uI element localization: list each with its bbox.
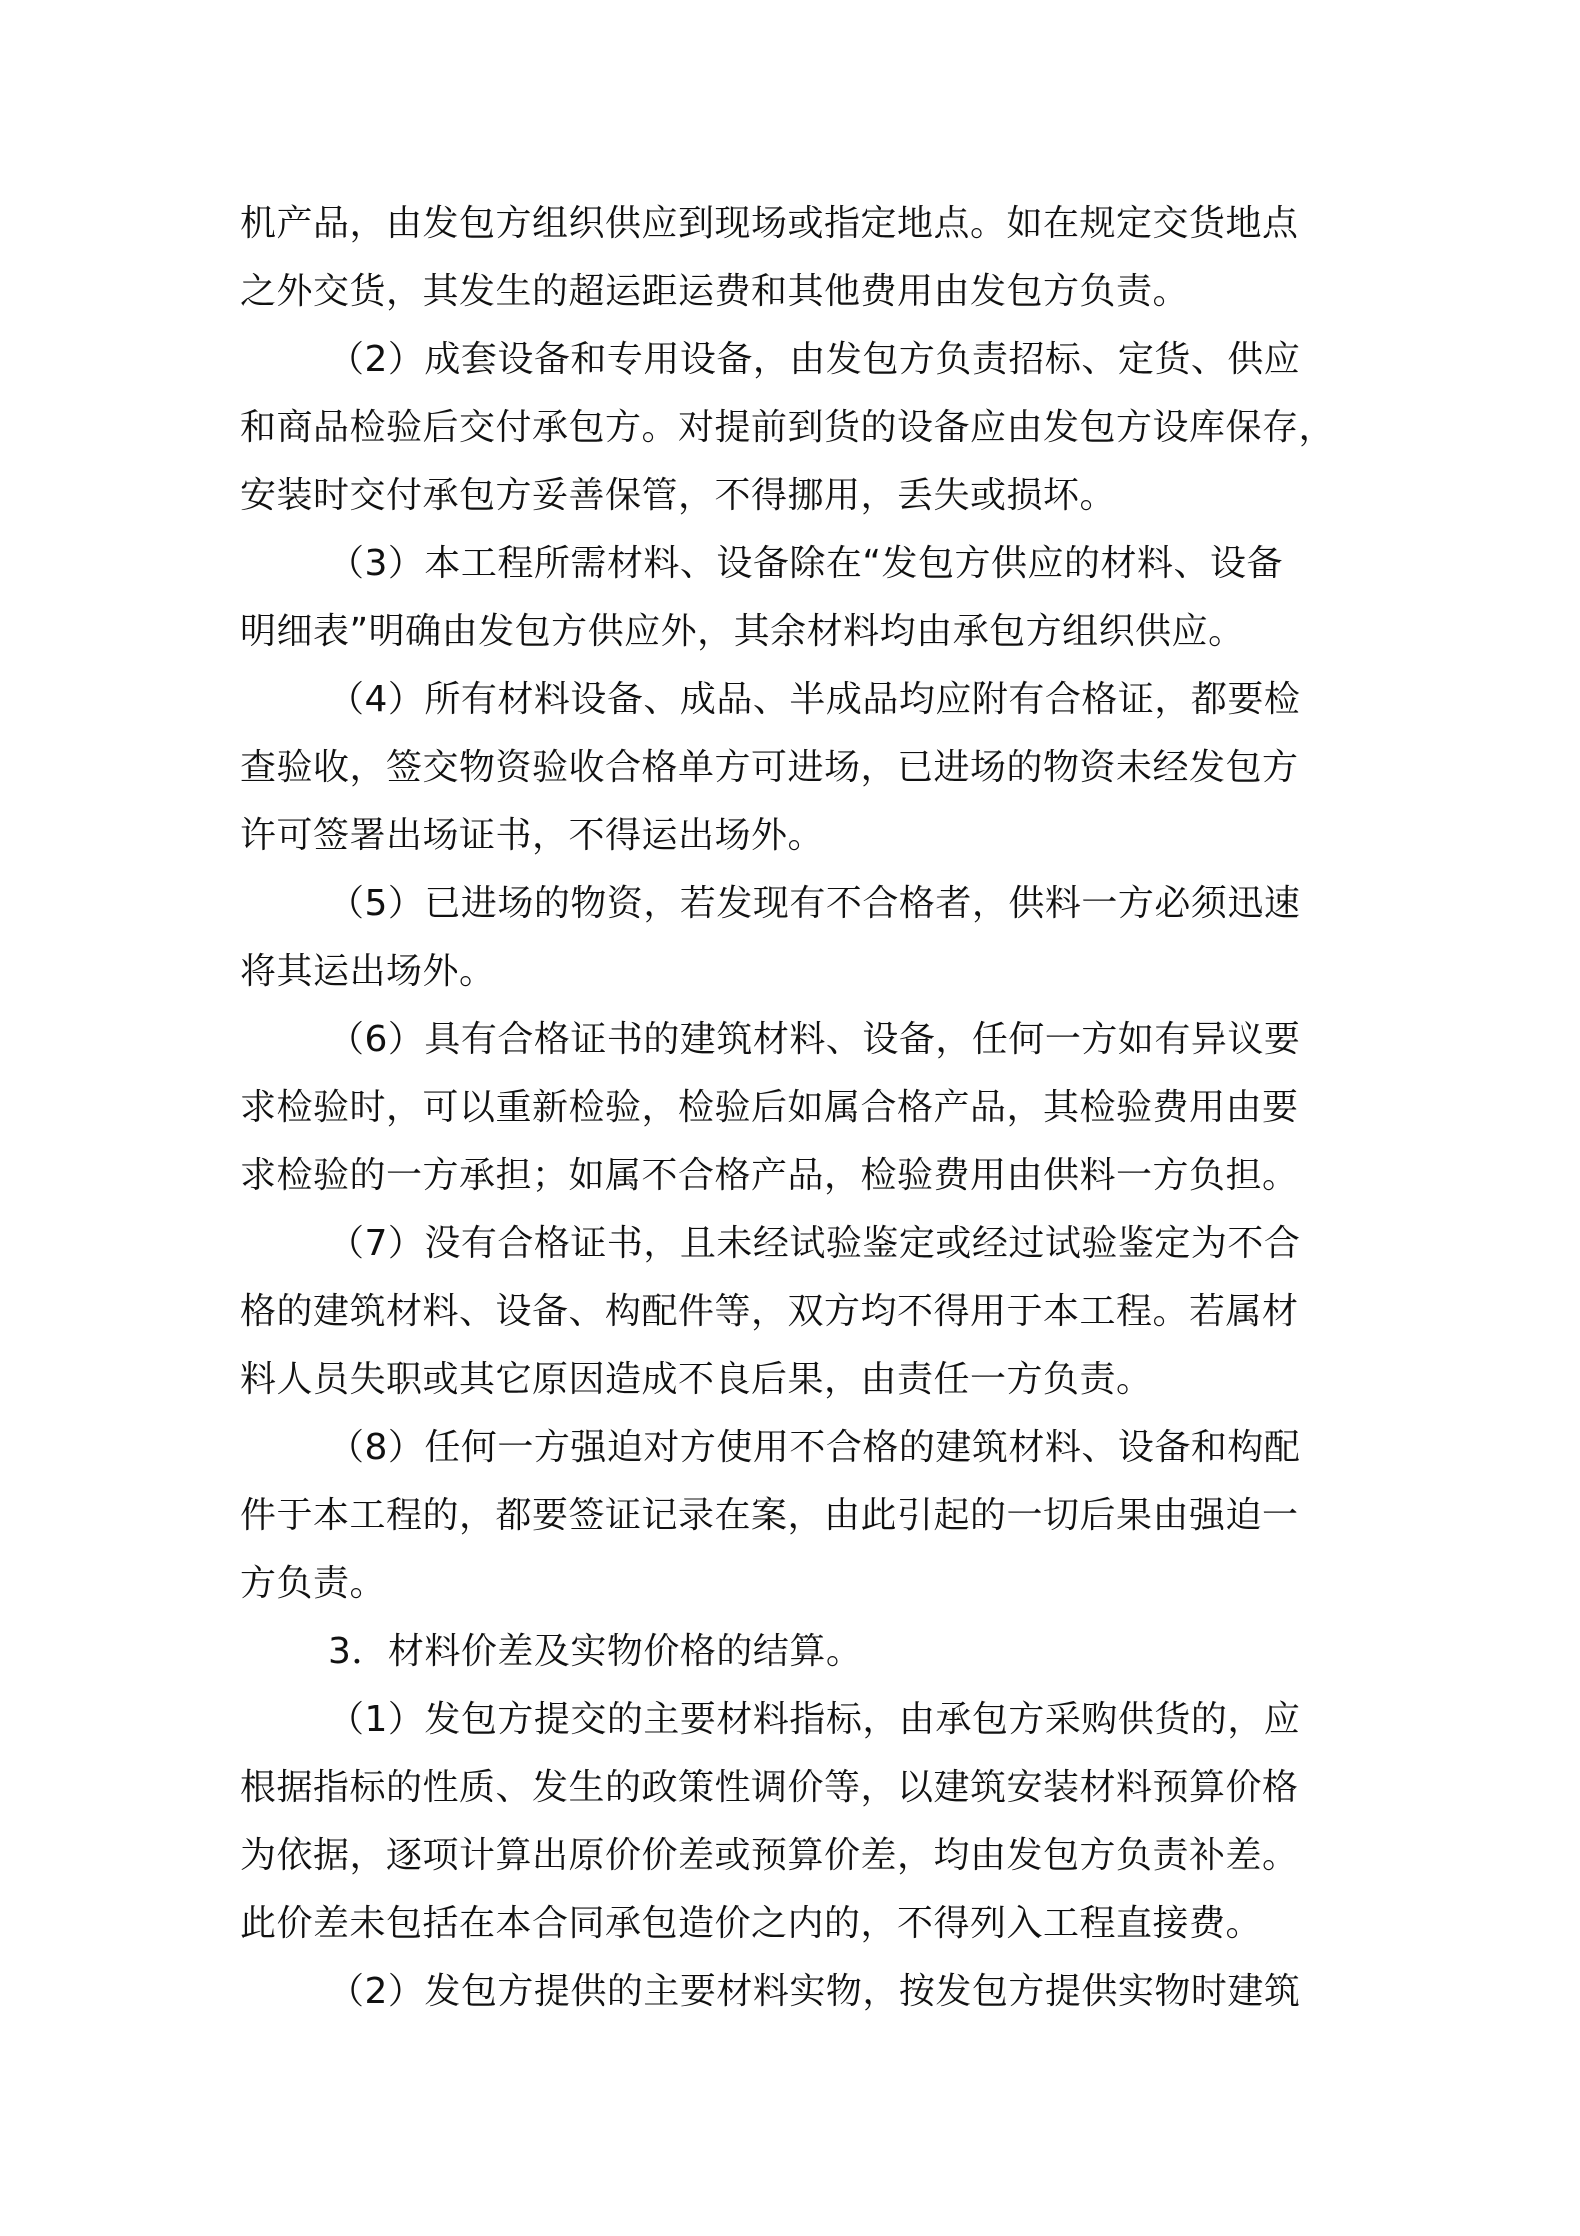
text-line: （4）所有材料设备、成品、半成品均应附有合格证，都要检 <box>328 679 1301 720</box>
text-line: 和商品检验后交付承包方。对提前到货的设备应由发包方设库保存， <box>240 407 1336 448</box>
text-line: 许可签署出场证书，不得运出场外。 <box>240 815 825 856</box>
text-line: 根据指标的性质、发生的政策性调价等，以建筑安装材料预算价格 <box>240 1767 1299 1808</box>
text-line: 此价差未包括在本合同承包造价之内的，不得列入工程直接费。 <box>240 1903 1263 1944</box>
text-line: （6）具有合格证书的建筑材料、设备，任何一方如有异议要 <box>328 1019 1301 1060</box>
text-line: 将其运出场外。 <box>240 951 496 992</box>
text-line: （2）发包方提供的主要材料实物，按发包方提供实物时建筑 <box>328 1971 1301 2012</box>
text-line: 查验收，签交物资验收合格单方可进场，已进场的物资未经发包方 <box>240 747 1299 788</box>
text-line: （7）没有合格证书，且未经试验鉴定或经过试验鉴定为不合 <box>328 1223 1301 1264</box>
text-line: 格的建筑材料、设备、构配件等，双方均不得用于本工程。若属材 <box>240 1291 1299 1332</box>
text-line: 件于本工程的，都要签证记录在案，由此引起的一切后果由强迫一 <box>240 1495 1299 1536</box>
text-line: 机产品，由发包方组织供应到现场或指定地点。如在规定交货地点 <box>240 203 1299 244</box>
text-line: （8）任何一方强迫对方使用不合格的建筑材料、设备和构配 <box>328 1427 1301 1468</box>
text-line: 求检验时，可以重新检验，检验后如属合格产品，其检验费用由要 <box>240 1087 1299 1128</box>
text-line: （2）成套设备和专用设备，由发包方负责招标、定货、供应 <box>328 339 1301 380</box>
text-line: （5）已进场的物资，若发现有不合格者，供料一方必须迅速 <box>328 883 1301 924</box>
text-line: 安装时交付承包方妥善保管，不得挪用，丢失或损坏。 <box>240 475 1117 516</box>
text-line: 明细表”明确由发包方供应外，其余材料均由承包方组织供应。 <box>240 611 1245 652</box>
text-line: 方负责。 <box>240 1563 387 1604</box>
text-line: 3．材料价差及实物价格的结算。 <box>328 1631 863 1672</box>
text-line: 之外交货，其发生的超运距运费和其他费用由发包方负责。 <box>240 271 1190 312</box>
text-line: 为依据，逐项计算出原价价差或预算价差，均由发包方负责补差。 <box>240 1835 1299 1876</box>
text-line: 求检验的一方承担；如属不合格产品，检验费用由供料一方负担。 <box>240 1155 1299 1196</box>
text-line: 料人员失职或其它原因造成不良后果，由责任一方负责。 <box>240 1359 1153 1400</box>
text-line: （1）发包方提交的主要材料指标，由承包方采购供货的，应 <box>328 1699 1301 1740</box>
document-body <box>240 190 1350 2026</box>
text-line: （3）本工程所需材料、设备除在“发包方供应的材料、设备 <box>328 543 1284 584</box>
